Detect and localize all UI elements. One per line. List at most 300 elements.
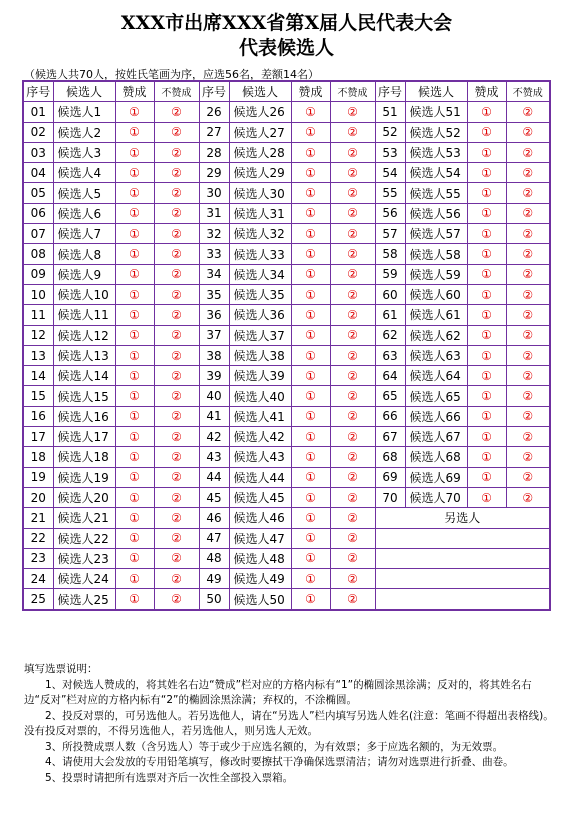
reject-oval[interactable]: ② — [506, 244, 550, 264]
candidate-number: 19 — [23, 467, 53, 487]
candidate-number: 05 — [23, 183, 53, 203]
candidate-name: 候选人24 — [53, 569, 115, 589]
approve-oval[interactable]: ① — [467, 142, 506, 162]
approve-oval[interactable]: ① — [291, 142, 330, 162]
candidate-name: 候选人30 — [229, 183, 291, 203]
candidate-name: 候选人11 — [53, 305, 115, 325]
reject-oval[interactable]: ② — [330, 284, 375, 304]
approve-oval[interactable]: ① — [291, 447, 330, 467]
table-row — [23, 508, 550, 528]
candidate-name: 候选人3 — [53, 142, 115, 162]
reject-oval[interactable]: ② — [330, 122, 375, 142]
reject-oval[interactable]: ② — [330, 386, 375, 406]
reject-oval[interactable]: ② — [330, 569, 375, 589]
reject-oval[interactable]: ② — [506, 305, 550, 325]
table-row — [23, 284, 550, 304]
approve-oval[interactable]: ① — [291, 183, 330, 203]
approve-oval[interactable]: ① — [291, 508, 330, 528]
reject-oval[interactable]: ② — [330, 589, 375, 610]
reject-oval[interactable]: ② — [330, 183, 375, 203]
candidate-name: 候选人44 — [229, 467, 291, 487]
reject-oval[interactable]: ② — [154, 548, 199, 568]
candidate-number: 08 — [23, 244, 53, 264]
candidate-number: 67 — [375, 427, 405, 447]
approve-oval[interactable]: ① — [115, 122, 154, 142]
approve-oval[interactable]: ① — [115, 467, 154, 487]
candidate-name: 候选人32 — [229, 224, 291, 244]
reject-oval[interactable]: ② — [330, 447, 375, 467]
table-row — [23, 203, 550, 223]
candidate-number: 15 — [23, 386, 53, 406]
reject-oval[interactable]: ② — [154, 142, 199, 162]
reject-oval[interactable]: ② — [506, 427, 550, 447]
candidate-name: 候选人33 — [229, 244, 291, 264]
approve-oval[interactable]: ① — [291, 345, 330, 365]
candidate-number: 59 — [375, 264, 405, 284]
approve-oval[interactable]: ① — [291, 284, 330, 304]
approve-oval[interactable]: ① — [115, 508, 154, 528]
candidate-number: 35 — [199, 284, 229, 304]
approve-oval[interactable]: ① — [291, 305, 330, 325]
reject-oval[interactable]: ② — [330, 142, 375, 162]
approve-oval[interactable]: ① — [467, 467, 506, 487]
table-row — [23, 406, 550, 426]
approve-oval[interactable]: ① — [291, 203, 330, 223]
reject-oval[interactable]: ② — [154, 183, 199, 203]
candidate-name: 候选人46 — [229, 508, 291, 528]
table-row — [23, 528, 550, 548]
table-row — [23, 447, 550, 467]
candidate-name: 候选人39 — [229, 366, 291, 386]
reject-oval[interactable]: ② — [154, 569, 199, 589]
candidate-number: 49 — [199, 569, 229, 589]
reject-oval[interactable]: ② — [506, 325, 550, 345]
reject-oval[interactable]: ② — [506, 366, 550, 386]
candidate-number: 28 — [199, 142, 229, 162]
other-candidate-write-in[interactable] — [375, 528, 550, 548]
candidate-name: 候选人35 — [229, 284, 291, 304]
reject-oval[interactable]: ② — [330, 305, 375, 325]
approve-oval[interactable]: ① — [291, 163, 330, 183]
instruction-item: 3、所投赞成票人数（含另选人）等于或少于应选名额的，为有效票；多于应选名额的，为无效票。 — [45, 740, 504, 753]
approve-oval[interactable]: ① — [467, 345, 506, 365]
approve-oval[interactable]: ① — [115, 447, 154, 467]
candidate-name: 候选人14 — [53, 366, 115, 386]
reject-oval[interactable]: ② — [506, 264, 550, 284]
candidate-number: 37 — [199, 325, 229, 345]
approve-oval[interactable]: ① — [291, 264, 330, 284]
approve-oval[interactable]: ① — [115, 244, 154, 264]
approve-oval[interactable]: ① — [291, 569, 330, 589]
approve-oval[interactable]: ① — [115, 284, 154, 304]
reject-oval[interactable]: ② — [330, 224, 375, 244]
candidate-name: 候选人45 — [229, 487, 291, 507]
voting-instructions — [24, 662, 554, 786]
candidate-number: 03 — [23, 142, 53, 162]
reject-oval[interactable]: ② — [330, 102, 375, 122]
candidate-number: 04 — [23, 163, 53, 183]
candidate-name: 候选人41 — [229, 406, 291, 426]
reject-oval[interactable]: ② — [506, 122, 550, 142]
table-row — [23, 224, 550, 244]
candidate-number: 51 — [375, 102, 405, 122]
table-row — [23, 487, 550, 507]
table-row — [23, 589, 550, 610]
reject-oval[interactable]: ② — [154, 386, 199, 406]
candidate-number: 44 — [199, 467, 229, 487]
reject-oval[interactable]: ② — [330, 264, 375, 284]
reject-oval[interactable]: ② — [330, 487, 375, 507]
candidate-number: 55 — [375, 183, 405, 203]
reject-oval[interactable]: ② — [506, 183, 550, 203]
approve-oval[interactable]: ① — [291, 122, 330, 142]
approve-oval[interactable]: ① — [115, 325, 154, 345]
table-row — [23, 345, 550, 365]
candidate-name: 候选人40 — [229, 386, 291, 406]
reject-oval[interactable]: ② — [154, 487, 199, 507]
candidate-number: 24 — [23, 569, 53, 589]
reject-oval[interactable]: ② — [154, 447, 199, 467]
approve-oval[interactable]: ① — [115, 305, 154, 325]
other-candidate-write-in[interactable] — [375, 548, 550, 568]
reject-oval[interactable]: ② — [330, 548, 375, 568]
approve-oval[interactable]: ① — [291, 102, 330, 122]
candidate-name: 候选人9 — [53, 264, 115, 284]
candidate-name: 候选人20 — [53, 487, 115, 507]
approve-oval[interactable]: ① — [467, 447, 506, 467]
reject-oval[interactable]: ② — [506, 284, 550, 304]
candidate-name: 候选人4 — [53, 163, 115, 183]
approve-oval[interactable]: ① — [291, 406, 330, 426]
approve-oval[interactable]: ① — [467, 386, 506, 406]
candidate-name: 候选人7 — [53, 224, 115, 244]
header-seq: 序号 — [199, 81, 229, 102]
reject-oval[interactable]: ② — [330, 325, 375, 345]
reject-oval[interactable]: ② — [506, 386, 550, 406]
candidate-number: 33 — [199, 244, 229, 264]
approve-oval[interactable]: ① — [115, 406, 154, 426]
approve-oval[interactable]: ① — [115, 224, 154, 244]
table-row — [23, 264, 550, 284]
candidate-name: 候选人2 — [53, 122, 115, 142]
candidate-name: 候选人50 — [229, 589, 291, 610]
candidate-number: 22 — [23, 528, 53, 548]
candidate-number: 11 — [23, 305, 53, 325]
candidate-number: 14 — [23, 366, 53, 386]
candidate-number: 25 — [23, 589, 53, 610]
candidate-number: 41 — [199, 406, 229, 426]
reject-oval[interactable]: ② — [330, 244, 375, 264]
candidate-number: 61 — [375, 305, 405, 325]
candidate-number: 66 — [375, 406, 405, 426]
candidate-name: 候选人21 — [53, 508, 115, 528]
candidate-name: 候选人34 — [229, 264, 291, 284]
candidate-name: 候选人60 — [405, 284, 467, 304]
ballot-table — [22, 80, 551, 611]
approve-oval[interactable]: ① — [467, 163, 506, 183]
candidate-name: 候选人53 — [405, 142, 467, 162]
reject-oval[interactable]: ② — [506, 447, 550, 467]
reject-oval[interactable]: ② — [330, 163, 375, 183]
candidate-name: 候选人6 — [53, 203, 115, 223]
reject-oval[interactable]: ② — [154, 366, 199, 386]
candidate-number: 57 — [375, 224, 405, 244]
reject-oval[interactable]: ② — [506, 406, 550, 426]
reject-oval[interactable]: ② — [154, 589, 199, 610]
other-candidate-label: 另选人 — [375, 508, 550, 528]
candidate-name: 候选人43 — [229, 447, 291, 467]
table-row — [23, 102, 550, 122]
approve-oval[interactable]: ① — [115, 487, 154, 507]
candidate-number: 01 — [23, 102, 53, 122]
reject-oval[interactable]: ② — [154, 284, 199, 304]
approve-oval[interactable]: ① — [467, 325, 506, 345]
header-seq: 序号 — [375, 81, 405, 102]
candidate-number: 13 — [23, 345, 53, 365]
reject-oval[interactable]: ② — [154, 528, 199, 548]
candidate-number: 69 — [375, 467, 405, 487]
candidate-name: 候选人37 — [229, 325, 291, 345]
instruction-item: 2、投反对票的，可另选他人。若另选他人，请在“另选人”栏内填写另选人姓名(注意：笔画不得超出表格线)。没有投反对票的，不得另选他人，若另选他人，则另选人无效。 — [24, 709, 554, 737]
candidate-number: 21 — [23, 508, 53, 528]
candidate-name: 候选人8 — [53, 244, 115, 264]
reject-oval[interactable]: ② — [154, 427, 199, 447]
other-candidate-write-in[interactable] — [375, 589, 550, 610]
approve-oval[interactable]: ① — [467, 284, 506, 304]
approve-oval[interactable]: ① — [115, 183, 154, 203]
approve-oval[interactable]: ① — [291, 244, 330, 264]
approve-oval[interactable]: ① — [291, 487, 330, 507]
table-row — [23, 548, 550, 568]
candidate-number: 47 — [199, 528, 229, 548]
candidate-number: 27 — [199, 122, 229, 142]
candidate-name: 候选人48 — [229, 548, 291, 568]
approve-oval[interactable]: ① — [115, 569, 154, 589]
ballot-title: XXX市出席XXX省第X届人民代表大会 — [120, 12, 453, 34]
candidate-name: 候选人49 — [229, 569, 291, 589]
approve-oval[interactable]: ① — [291, 548, 330, 568]
reject-oval[interactable]: ② — [330, 366, 375, 386]
table-row — [23, 122, 550, 142]
candidate-name: 候选人27 — [229, 122, 291, 142]
candidate-name: 候选人5 — [53, 183, 115, 203]
reject-oval[interactable]: ② — [506, 345, 550, 365]
table-row — [23, 183, 550, 203]
reject-oval[interactable]: ② — [154, 224, 199, 244]
candidate-name: 候选人61 — [405, 305, 467, 325]
reject-oval[interactable]: ② — [154, 102, 199, 122]
candidate-number: 38 — [199, 345, 229, 365]
candidate-name: 候选人13 — [53, 345, 115, 365]
approve-oval[interactable]: ① — [291, 427, 330, 447]
table-row — [23, 325, 550, 345]
candidate-name: 候选人66 — [405, 406, 467, 426]
reject-oval[interactable]: ② — [154, 122, 199, 142]
approve-oval[interactable]: ① — [467, 183, 506, 203]
reject-oval[interactable]: ② — [330, 467, 375, 487]
reject-oval[interactable]: ② — [154, 406, 199, 426]
candidate-number: 50 — [199, 589, 229, 610]
candidate-number: 68 — [375, 447, 405, 467]
candidate-number: 43 — [199, 447, 229, 467]
candidate-name: 候选人22 — [53, 528, 115, 548]
candidate-name: 候选人31 — [229, 203, 291, 223]
reject-oval[interactable]: ② — [154, 325, 199, 345]
reject-oval[interactable]: ② — [330, 528, 375, 548]
reject-oval[interactable]: ② — [154, 345, 199, 365]
reject-oval[interactable]: ② — [154, 264, 199, 284]
instruction-item: 1、对候选人赞成的，将其姓名右边“赞成”栏对应的方格内标有“1”的椭圆涂黑涂满；反对的，将其姓名右边“反对”栏对应的方格内标有“2”的椭圆涂黑涂满；弃权的，不涂椭圆。 — [24, 678, 532, 706]
reject-oval[interactable]: ② — [330, 345, 375, 365]
approve-oval[interactable]: ① — [467, 406, 506, 426]
candidate-number: 54 — [375, 163, 405, 183]
reject-oval[interactable]: ② — [330, 508, 375, 528]
header-approve: 赞成 — [115, 81, 154, 102]
reject-oval[interactable]: ② — [154, 508, 199, 528]
approve-oval[interactable]: ① — [291, 325, 330, 345]
approve-oval[interactable]: ① — [115, 366, 154, 386]
reject-oval[interactable]: ② — [154, 467, 199, 487]
candidate-number: 02 — [23, 122, 53, 142]
approve-oval[interactable]: ① — [291, 224, 330, 244]
candidate-number: 18 — [23, 447, 53, 467]
candidate-name: 候选人25 — [53, 589, 115, 610]
candidate-name: 候选人59 — [405, 264, 467, 284]
candidate-name: 候选人52 — [405, 122, 467, 142]
approve-oval[interactable]: ① — [115, 386, 154, 406]
approve-oval[interactable]: ① — [291, 528, 330, 548]
header-approve: 赞成 — [467, 81, 506, 102]
candidate-number: 26 — [199, 102, 229, 122]
reject-oval[interactable]: ② — [506, 102, 550, 122]
candidate-number: 12 — [23, 325, 53, 345]
approve-oval[interactable]: ① — [467, 487, 506, 507]
approve-oval[interactable]: ① — [115, 102, 154, 122]
reject-oval[interactable]: ② — [154, 203, 199, 223]
table-header-row — [23, 81, 550, 102]
instruction-item: 5、投票时请把所有选票对齐后一次性全部投入票箱。 — [45, 771, 294, 784]
reject-oval[interactable]: ② — [506, 203, 550, 223]
reject-oval[interactable]: ② — [506, 467, 550, 487]
candidate-number: 10 — [23, 284, 53, 304]
candidate-name: 候选人1 — [53, 102, 115, 122]
approve-oval[interactable]: ① — [115, 264, 154, 284]
candidate-name: 候选人12 — [53, 325, 115, 345]
reject-oval[interactable]: ② — [506, 224, 550, 244]
approve-oval[interactable]: ① — [467, 427, 506, 447]
reject-oval[interactable]: ② — [330, 203, 375, 223]
candidate-name: 候选人58 — [405, 244, 467, 264]
table-row — [23, 467, 550, 487]
approve-oval[interactable]: ① — [291, 366, 330, 386]
candidate-name: 候选人68 — [405, 447, 467, 467]
candidate-number: 60 — [375, 284, 405, 304]
candidate-number: 39 — [199, 366, 229, 386]
table-row — [23, 366, 550, 386]
approve-oval[interactable]: ① — [291, 386, 330, 406]
approve-oval[interactable]: ① — [467, 305, 506, 325]
ballot-subtitle: 代表候选人 — [238, 37, 334, 59]
candidate-name: 候选人26 — [229, 102, 291, 122]
candidate-number: 46 — [199, 508, 229, 528]
approve-oval[interactable]: ① — [467, 366, 506, 386]
candidate-number: 29 — [199, 163, 229, 183]
candidate-name: 候选人69 — [405, 467, 467, 487]
header-candidate: 候选人 — [53, 81, 115, 102]
candidate-name: 候选人70 — [405, 487, 467, 507]
approve-oval[interactable]: ① — [467, 122, 506, 142]
candidate-name: 候选人15 — [53, 386, 115, 406]
reject-oval[interactable]: ② — [506, 163, 550, 183]
approve-oval[interactable]: ① — [467, 203, 506, 223]
approve-oval[interactable]: ① — [115, 548, 154, 568]
candidate-number: 16 — [23, 406, 53, 426]
candidate-name: 候选人51 — [405, 102, 467, 122]
candidate-number: 48 — [199, 548, 229, 568]
candidate-name: 候选人28 — [229, 142, 291, 162]
candidate-name: 候选人65 — [405, 386, 467, 406]
reject-oval[interactable]: ② — [154, 305, 199, 325]
reject-oval[interactable]: ② — [330, 406, 375, 426]
candidate-name: 候选人29 — [229, 163, 291, 183]
candidate-count-note: （候选人共70人，按姓氏笔画为序，应选56名，差额14名） — [24, 68, 319, 81]
header-seq: 序号 — [23, 81, 53, 102]
table-row — [23, 142, 550, 162]
candidate-number: 30 — [199, 183, 229, 203]
reject-oval[interactable]: ② — [154, 163, 199, 183]
table-row — [23, 163, 550, 183]
approve-oval[interactable]: ① — [115, 345, 154, 365]
candidate-number: 17 — [23, 427, 53, 447]
reject-oval[interactable]: ② — [506, 487, 550, 507]
candidate-number: 34 — [199, 264, 229, 284]
candidate-number: 70 — [375, 487, 405, 507]
candidate-number: 63 — [375, 345, 405, 365]
candidate-name: 候选人55 — [405, 183, 467, 203]
candidate-name: 候选人47 — [229, 528, 291, 548]
candidate-name: 候选人64 — [405, 366, 467, 386]
header-reject: 不赞成 — [154, 81, 199, 102]
reject-oval[interactable]: ② — [330, 427, 375, 447]
approve-oval[interactable]: ① — [115, 142, 154, 162]
reject-oval[interactable]: ② — [154, 244, 199, 264]
approve-oval[interactable]: ① — [467, 102, 506, 122]
candidate-number: 40 — [199, 386, 229, 406]
candidate-number: 32 — [199, 224, 229, 244]
approve-oval[interactable]: ① — [115, 203, 154, 223]
approve-oval[interactable]: ① — [115, 589, 154, 610]
candidate-name: 候选人17 — [53, 427, 115, 447]
approve-oval[interactable]: ① — [115, 163, 154, 183]
approve-oval[interactable]: ① — [467, 244, 506, 264]
other-candidate-write-in[interactable] — [375, 569, 550, 589]
approve-oval[interactable]: ① — [115, 528, 154, 548]
table-row — [23, 244, 550, 264]
approve-oval[interactable]: ① — [467, 224, 506, 244]
candidate-number: 64 — [375, 366, 405, 386]
candidate-name: 候选人18 — [53, 447, 115, 467]
candidate-name: 候选人19 — [53, 467, 115, 487]
approve-oval[interactable]: ① — [467, 264, 506, 284]
candidate-name: 候选人38 — [229, 345, 291, 365]
approve-oval[interactable]: ① — [115, 427, 154, 447]
header-reject: 不赞成 — [506, 81, 550, 102]
candidate-name: 候选人16 — [53, 406, 115, 426]
candidate-name: 候选人67 — [405, 427, 467, 447]
approve-oval[interactable]: ① — [291, 589, 330, 610]
reject-oval[interactable]: ② — [506, 142, 550, 162]
approve-oval[interactable]: ① — [291, 467, 330, 487]
